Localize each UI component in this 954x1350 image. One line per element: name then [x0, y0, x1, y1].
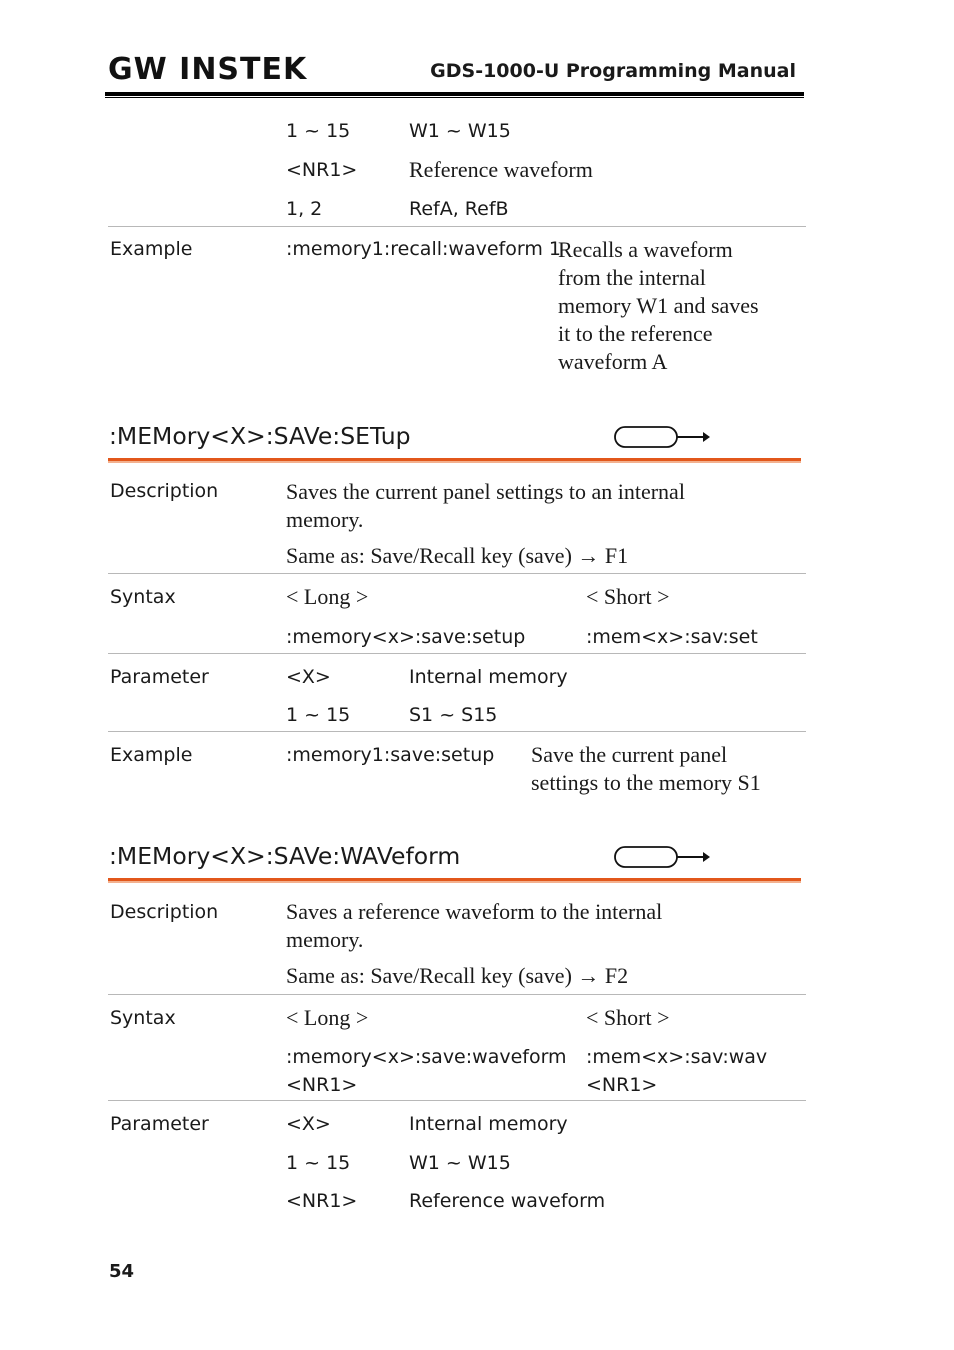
example-label: Example [110, 744, 193, 766]
param-name: 1 ~ 15 [286, 704, 351, 726]
param-desc: S1 ~ S15 [409, 704, 498, 726]
param-desc: Reference waveform [409, 1190, 606, 1212]
header-rule-thin [105, 97, 804, 98]
example-label: Example [110, 238, 193, 260]
manual-title: GDS-1000-U Programming Manual [430, 60, 796, 82]
param-desc: Internal memory [409, 666, 568, 688]
param-name: <NR1> [286, 1190, 358, 1212]
short-syntax: :mem<x>:sav:wav <NR1> [586, 1046, 768, 1096]
short-header: < Short > [586, 1005, 670, 1030]
description-label: Description [110, 901, 219, 923]
row-divider [108, 653, 806, 654]
example-command: :memory1:recall:waveform 1 [286, 238, 561, 260]
param-desc: Internal memory [409, 1113, 568, 1135]
description-text: Saves a reference waveform to the internal memory. [286, 899, 663, 952]
set-command-icon [613, 425, 711, 449]
long-syntax: :memory<x>:save:waveform <NR1> [286, 1046, 567, 1096]
row-divider [108, 994, 806, 995]
example-description: Save the current panel settings to the memory S1 [531, 742, 761, 795]
same-as-text: Same as: Save/Recall key (save) → F1 [286, 543, 629, 568]
page-number: 54 [109, 1261, 135, 1282]
param-desc: W1 ~ W15 [409, 1152, 511, 1174]
example-description: Recalls a waveform from the internal memory W1 and saves it to the reference waveform A [558, 237, 759, 374]
section-title: :MEMory<X>:SAVe:WAVeform [109, 842, 461, 870]
param-name: 1 ~ 15 [286, 1152, 351, 1174]
row-divider [108, 731, 806, 732]
parameter-label: Parameter [110, 1113, 209, 1135]
section-title: :MEMory<X>:SAVe:SETup [109, 422, 411, 450]
param-desc: RefA, RefB [409, 198, 509, 220]
brand-logo: GW INSTEK [108, 52, 308, 87]
param-name: <NR1> [286, 159, 358, 181]
row-divider [108, 226, 806, 227]
syntax-label: Syntax [110, 586, 176, 608]
param-name: <X> [286, 1113, 331, 1135]
same-as-text: Same as: Save/Recall key (save) → F2 [286, 963, 629, 988]
section-title-rule-shadow [108, 461, 801, 463]
description-text: Saves the current panel settings to an internal memory. [286, 479, 685, 532]
section-title-rule-shadow [108, 881, 801, 883]
row-divider [108, 1100, 806, 1101]
short-syntax: :mem<x>:sav:set [586, 626, 758, 648]
description-label: Description [110, 480, 219, 502]
short-header: < Short > [586, 584, 670, 609]
set-command-icon [613, 845, 711, 869]
long-header: < Long > [286, 1005, 369, 1030]
long-header: < Long > [286, 584, 369, 609]
row-divider [108, 573, 806, 574]
param-name: 1, 2 [286, 198, 323, 220]
param-desc: Reference waveform [409, 157, 593, 182]
header-rule [105, 92, 804, 96]
param-name: 1 ~ 15 [286, 120, 351, 142]
param-desc: W1 ~ W15 [409, 120, 511, 142]
long-syntax: :memory<x>:save:setup [286, 626, 526, 648]
parameter-label: Parameter [110, 666, 209, 688]
example-command: :memory1:save:setup [286, 744, 495, 766]
param-name: <X> [286, 666, 331, 688]
syntax-label: Syntax [110, 1007, 176, 1029]
